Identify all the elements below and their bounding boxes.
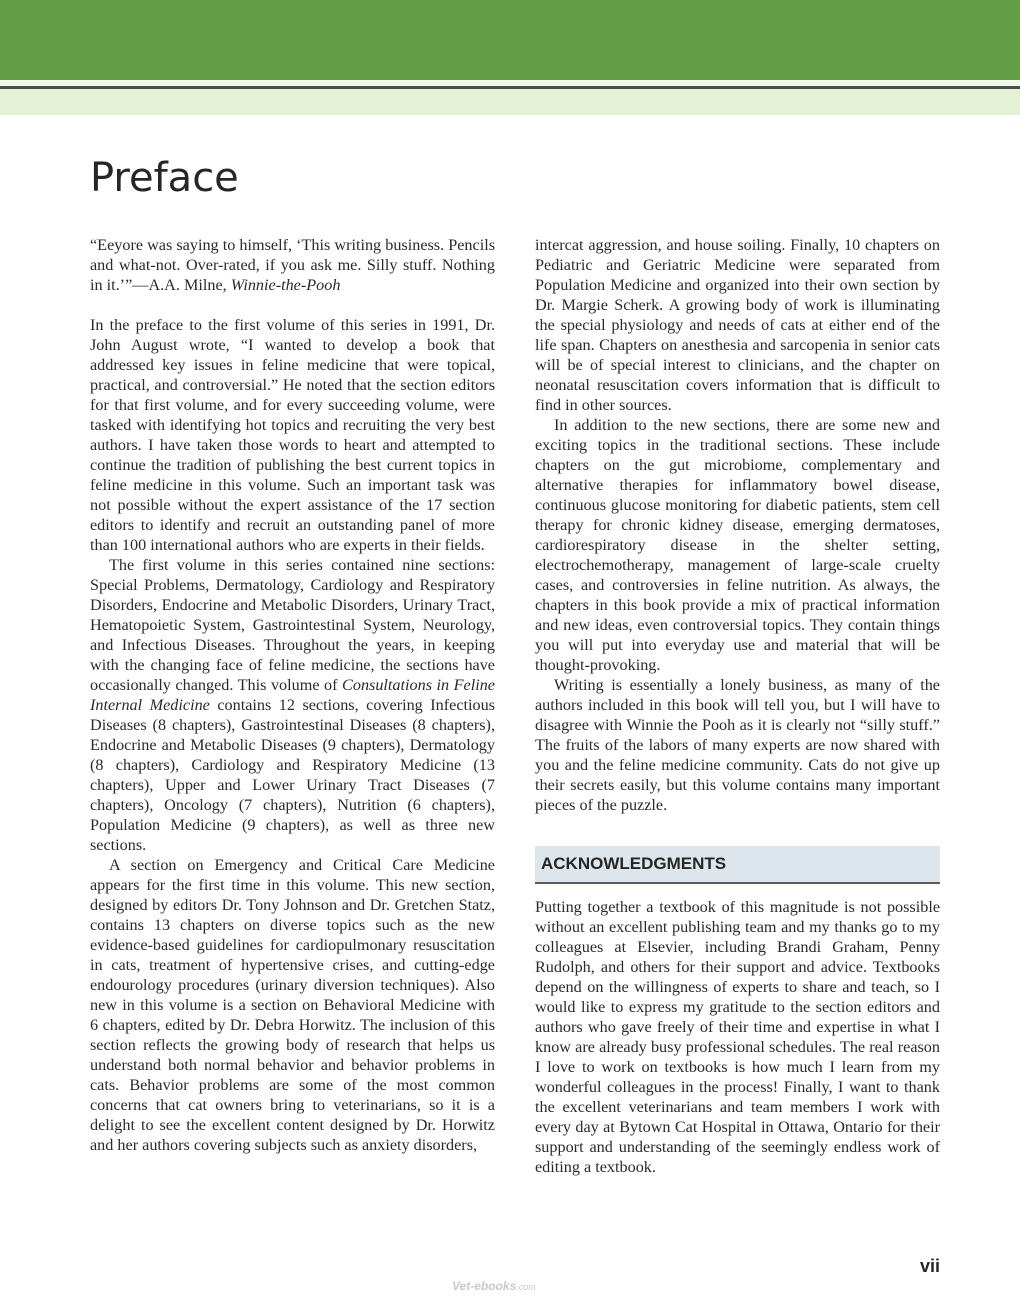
- paragraph: Writing is essentially a lonely business, as many of the authors included in this book will tell you, but I will have to disagree with Winnie the Pooh as it is clearly not “silly stuff.” The fruits of the labors of many experts are now shared with you and the feline medicine community. Cats do not give up their secrets easily, but this volume contains many important pieces of the puzzle.: [535, 676, 940, 814]
- page-number: vii: [919, 1256, 940, 1276]
- page-title: Preface: [90, 155, 239, 201]
- paragraph-text: The first volume in this series contained nine sections: Special Problems, Dermatology, Cardiology and Respiratory Disorders, Endocrine and Metabolic Disorders, Urinary Tract, Hematopoietic System, Gastrointestinal System, Neurology, and Infectious Diseases. Throughout the years, in keeping with the changing face of feline medicine, the sections have occasionally changed. This volume of: [90, 556, 495, 694]
- epigraph-source: Winnie-the-Pooh: [230, 276, 341, 294]
- right-column: [535, 235, 940, 1177]
- acknowledgments-text: Putting together a textbook of this magnitude is not possible without an excellent publishing team and my thanks go to my colleagues at Elsevier, including Brandi Graham, Penny Rudolph, and others for their support and advice. Textbooks depend on the willingness of experts to share and teach, so I would like to express my gratitude to the section editors and authors who gave freely of their time and expertise in what I know are already busy professional schedules. The real reason I love to work on textbooks is how much I learn from my wonderful colleagues in the process! Finally, I want to thank the excellent veterinarians and team members I work with every day at Bytown Cat Hospital in Ottawa, Ontario for their support and understanding of the seemingly endless work of editing a textbook.: [535, 898, 940, 1176]
- header-light-band: [0, 89, 1020, 115]
- epigraph-text: “Eeyore was saying to himself, ‘This writing business. Pencils and what-not. Over-rated, if you ask me. Silly stuff. Nothing in it.’”—A.A. Milne,: [90, 236, 495, 294]
- watermark-main: Vet-ebooks: [452, 1279, 517, 1293]
- epigraph: [90, 235, 495, 295]
- watermark: [452, 1279, 536, 1293]
- paragraph: [90, 555, 495, 855]
- left-column: [90, 235, 495, 1155]
- paragraph-text: contains 12 sections, covering Infectious Diseases (8 chapters), Gastrointestinal Diseases (8 chapters), Endocrine and Metabolic Diseases (9 chapters), Dermatology (8 chapters), Cardiology and Respiratory Medicine (13 chapters), Upper and Lower Urinary Tract Diseases (7 chapters), Oncology (7 chapters), Nutrition (6 chapters), Population Medicine (9 chapters), as well as three new sections.: [90, 696, 495, 854]
- paragraph: A section on Emergency and Critical Care Medicine appears for the first time in this volume. This new section, designed by editors Dr. Tony Johnson and Dr. Gretchen Statz, contains 13 chapters on diverse topics such as the new evidence-based guidelines for cardiopulmonary resuscitation in cats, treatment of hypertensive crises, and cutting-edge endourology procedures (urinary diversion techniques). Also new in this volume is a section on Behavioral Medicine with 6 chapters, edited by Dr. Debra Horwitz. The inclusion of this section reflects the growing body of research that helps us understand both normal behavior and behavior problems in cats. Behavior problems are some of the most common concerns that cat owners bring to veterinarians, so it is a delight to see the excellent content designed by Dr. Horwitz and her authors covering subjects such as anxiety disorders,: [90, 856, 495, 1154]
- watermark-domain: .com: [516, 1282, 536, 1292]
- paragraph: In the preface to the first volume of this series in 1991, Dr. John August wrote, “I wanted to develop a book that addressed key issues in feline medicine that were topical, practical, and controversial.” He noted that the section editors for that first volume, and for every succeeding volume, were tasked with identifying hot topics and recruiting the very best authors. I have taken those words to heart and attempted to continue the tradition of publishing the best current topics in feline medicine in this volume. Such an important task was not possible without the expert assistance of the 17 section editors to identify and recruit an outstanding panel of more than 100 international authors who are experts in their fields.: [90, 316, 495, 554]
- acknowledgments-heading: ACKNOWLEDGMENTS: [535, 846, 940, 884]
- paragraph: In addition to the new sections, there are some new and exciting topics in the traditional sections. These include chapters on the gut microbiome, complementary and alternative therapies for inflammatory bowel disease, continuous glucose monitoring for diabetic patients, stem cell therapy for chronic kidney disease, emerging dermatoses, cardiorespiratory disease in the shelter setting, electrochemotherapy, management of large-scale cruelty cases, and controversies in feline nutrition. As always, the chapters in this book provide a mix of practical information and new ideas, even controversial topics. They contain things you will put into everyday use and material that will be thought-provoking.: [535, 416, 940, 674]
- book-title: Consultations in Feline Internal Medicine: [90, 676, 495, 714]
- paragraph: intercat aggression, and house soiling. Finally, 10 chapters on Pediatric and Geriatric Medicine were separated from Population Medicine and organized into their own section by Dr. Margie Scherk. A growing body of work is illuminating the special physiology and needs of cats at either end of the life span. Chapters on anesthesia and sarcopenia in senior cats will be of special interest to clinicians, and the chapter on neonatal resuscitation covers information that is difficult to find in other sources.: [535, 236, 940, 414]
- header-green-band: [0, 0, 1020, 80]
